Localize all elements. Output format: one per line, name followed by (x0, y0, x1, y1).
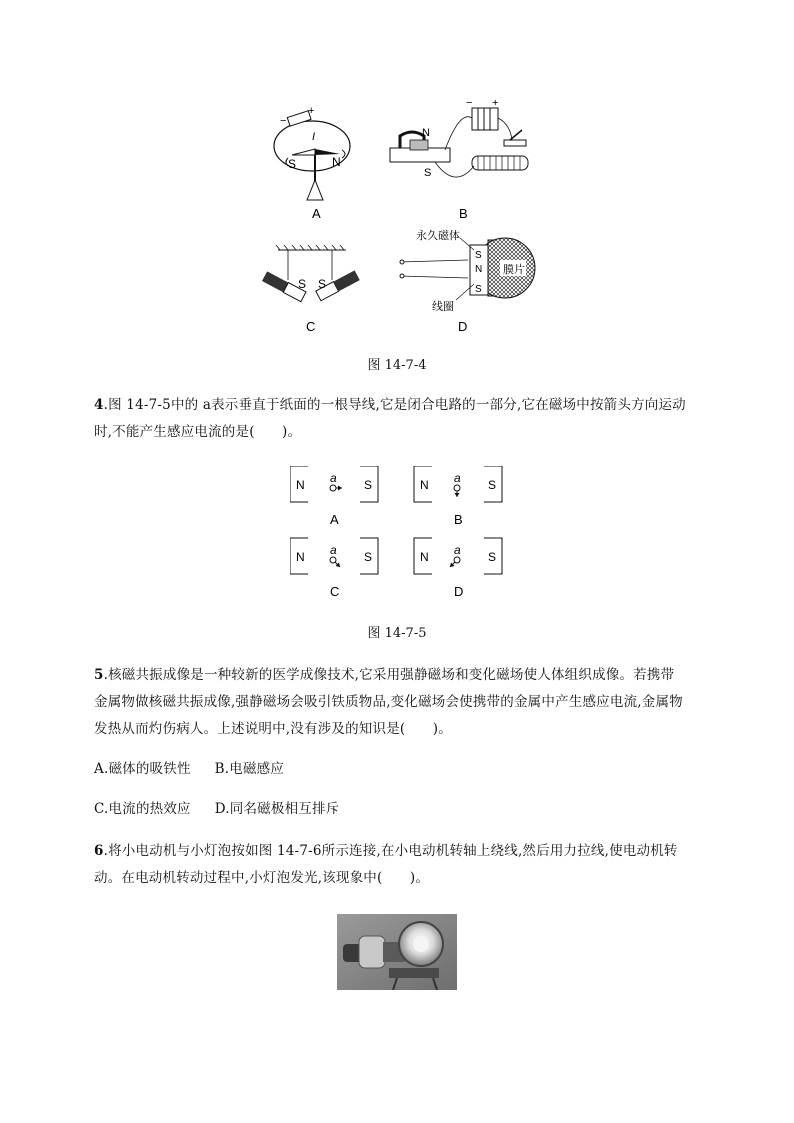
n-pole-label: N (296, 478, 305, 492)
wire-cross-section (330, 485, 336, 491)
question-5-number: 5 (94, 667, 104, 683)
svg-text:−: − (280, 115, 287, 127)
figure-panel-d (400, 228, 535, 334)
option-c: C.电流的热效应 (94, 801, 191, 817)
n-pole-label: N (296, 550, 305, 564)
panel-label-a: A (312, 206, 321, 221)
field-panel-a (290, 466, 378, 527)
svg-text:N: N (422, 127, 430, 139)
svg-text:+: + (492, 100, 499, 109)
figure-panel-b (390, 100, 528, 221)
wire-cross-section (454, 485, 460, 491)
field-panel-b (414, 466, 502, 527)
svg-text:S: S (298, 277, 307, 291)
n-pole-label: N (420, 550, 429, 564)
figure-14-7-4 (260, 100, 550, 340)
svg-text:S: S (318, 277, 327, 291)
wire-label: a (330, 543, 337, 557)
panel-label-c: C (330, 584, 340, 599)
svg-text:−: − (466, 100, 473, 109)
figure-14-7-5 (290, 466, 510, 602)
panel-label-a: A (330, 512, 339, 527)
question-4-line-2: 时,不能产生感应电流的是( )。 (94, 424, 302, 440)
figure-caption-14-7-5: 图 14-7-5 (367, 626, 427, 641)
wire-label: a (454, 471, 461, 485)
question-6-line-2: 动。在电动机转动过程中,小灯泡发光,该现象中( )。 (94, 870, 430, 886)
question-5-line-2: 金属物做核磁共振成像,强静磁场会吸引铁质物品,变化磁场会使携带的金属中产生感应电流,金属物 (94, 694, 683, 710)
question-5-options-row-1 (94, 756, 714, 783)
question-5-line-1: 5.核磁共振成像是一种较新的医学成像技术,它采用强静磁场和变化磁场使人体组织成像。若携带 (94, 667, 675, 683)
question-5-options-row-2 (94, 796, 714, 823)
option-a: A.磁体的吸铁性 (94, 761, 191, 777)
svg-text:S: S (424, 167, 432, 179)
motion-arrowhead (455, 493, 460, 497)
wire-label: a (454, 543, 461, 557)
option-b: B.电磁感应 (214, 761, 285, 777)
svg-text:膜片: 膜片 (503, 264, 525, 276)
question-6 (94, 838, 714, 892)
s-pole-label: S (364, 550, 373, 564)
svg-text:线圈: 线圈 (432, 301, 454, 313)
svg-text:S: S (475, 250, 482, 261)
svg-text:S: S (288, 157, 297, 171)
s-pole-label: S (488, 478, 497, 492)
motion-arrowhead (338, 486, 342, 491)
s-pole-label: S (364, 478, 373, 492)
n-pole-label: N (420, 478, 429, 492)
figure-panel-a (274, 105, 350, 221)
svg-text:永久磁体: 永久磁体 (416, 230, 460, 242)
option-d: D.同名磁极相互排斥 (214, 801, 340, 817)
svg-text:N: N (332, 155, 341, 169)
figure-caption-14-7-4: 图 14-7-4 (367, 358, 427, 373)
s-pole-label: S (488, 550, 497, 564)
question-4-number: 4 (94, 397, 104, 413)
svg-text:N: N (475, 264, 483, 275)
figure-panel-c (262, 245, 360, 334)
field-panel-c (290, 538, 378, 599)
panel-label-d: D (458, 319, 468, 334)
svg-text:I: I (312, 131, 316, 143)
panel-label-b: B (459, 206, 468, 221)
field-panel-d (414, 538, 502, 599)
wire-label: a (330, 471, 337, 485)
question-4-line-1: 4.图 14-7-5中的 a表示垂直于纸面的一根导线,它是闭合电路的一部分,它在磁场中按箭头方向运动 (94, 397, 686, 413)
question-4 (94, 392, 714, 446)
svg-text:S: S (475, 284, 482, 295)
question-6-line-1: 6.将小电动机与小灯泡按如图 14-7-6所示连接,在小电动机转轴上绕线,然后用力拉线,使电动机转 (94, 843, 678, 859)
panel-label-c: C (306, 319, 316, 334)
question-5-line-3: 发热从而灼伤病人。上述说明中,没有涉及的知识是( )。 (94, 721, 452, 737)
question-5 (94, 662, 714, 743)
panel-label-d: D (454, 584, 464, 599)
svg-text:+: + (308, 105, 315, 117)
panel-label-b: B (454, 512, 463, 527)
motor-bulb-photo (337, 914, 457, 990)
question-6-number: 6 (94, 843, 104, 859)
